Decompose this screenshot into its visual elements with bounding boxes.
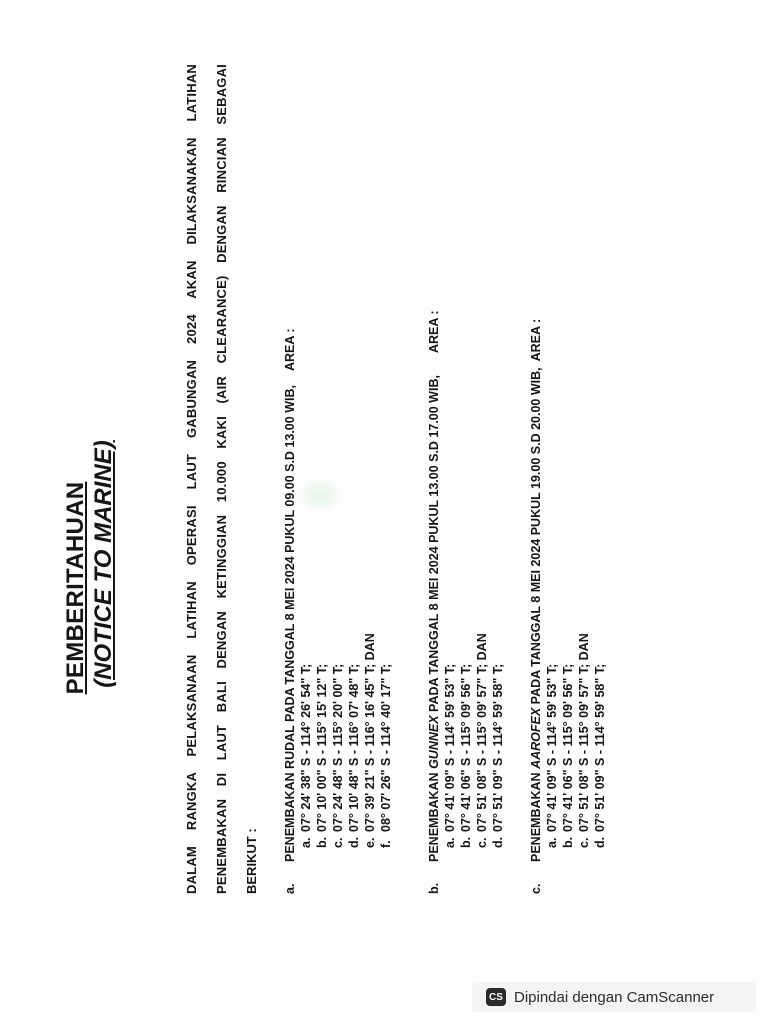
section-rudal bbox=[282, 328, 394, 894]
coordinate-letter: f. bbox=[379, 840, 393, 848]
camscanner-watermark bbox=[472, 982, 756, 1012]
coordinate-letter: a. bbox=[545, 837, 559, 848]
coordinate-item bbox=[560, 319, 576, 848]
section-letter: c. bbox=[529, 883, 543, 894]
camscanner-logo-text: CS bbox=[489, 991, 503, 1003]
section-area-label: AREA : bbox=[529, 318, 543, 362]
section-description: PENEMBAKAN RUDAL PADA TANGGAL 8 MEI 2024 PUKUL 09.00 S.D 13.00 WIB, bbox=[283, 385, 297, 862]
coordinate-text: 07° 51' 09" S - 114° 59' 58" T; bbox=[491, 663, 505, 832]
section-heading bbox=[282, 328, 298, 894]
coordinate-item bbox=[576, 319, 592, 848]
coordinate-text: 07° 39' 21" S - 116° 16' 45" T; DAN bbox=[363, 633, 377, 832]
document-subtitle: (NOTICE TO MARINE) bbox=[90, 440, 117, 688]
section-gunnex bbox=[426, 310, 506, 894]
coordinate-item bbox=[314, 328, 330, 848]
intro-paragraph bbox=[177, 64, 237, 894]
coordinate-list bbox=[442, 310, 506, 848]
section-prefix: PENEMBAKAN bbox=[529, 772, 543, 862]
coordinate-item bbox=[442, 310, 458, 848]
coordinate-text: 07° 51' 08" S - 115° 09' 57" T; DAN bbox=[577, 633, 591, 832]
coordinate-letter: a. bbox=[299, 837, 313, 848]
coordinate-letter: d. bbox=[347, 836, 361, 848]
coordinate-text: 07° 24' 38" S - 114° 26' 54" T; bbox=[299, 663, 313, 832]
coordinate-list bbox=[544, 319, 608, 848]
coordinate-letter: d. bbox=[593, 836, 607, 848]
coordinate-item bbox=[458, 310, 474, 848]
coordinate-item bbox=[474, 310, 490, 848]
section-letter: b. bbox=[427, 882, 441, 894]
section-area-label: AREA : bbox=[427, 310, 441, 354]
coordinate-letter: b. bbox=[315, 836, 329, 848]
coordinate-item bbox=[330, 328, 346, 848]
document-title: PEMBERITAHUAN bbox=[62, 481, 89, 695]
coordinate-letter: c. bbox=[331, 837, 345, 848]
section-weapon: GUNNEX bbox=[427, 715, 441, 769]
coordinate-text: 07° 41' 06" S - 115° 09' 56" T; bbox=[459, 663, 473, 832]
coordinate-letter: c. bbox=[577, 837, 591, 848]
coordinate-text: 07° 24' 48" S - 115° 20' 00" T; bbox=[331, 663, 345, 832]
coordinate-item bbox=[378, 328, 394, 848]
coordinate-item bbox=[298, 328, 314, 848]
coordinate-text: 07° 51' 09" S - 114° 59' 58" T; bbox=[593, 663, 607, 832]
section-prefix: PENEMBAKAN bbox=[427, 772, 441, 862]
coordinate-text: 07° 51' 08" S - 115° 09' 57" T; DAN bbox=[475, 633, 489, 832]
coordinate-letter: b. bbox=[459, 836, 473, 848]
coordinate-text: 07° 10' 48" S - 116° 07' 48" T; bbox=[347, 663, 361, 832]
coordinate-text: 07° 41' 09" S - 114° 59' 53" T; bbox=[545, 663, 559, 832]
coordinate-item bbox=[544, 319, 560, 848]
coordinate-text: 07° 10' 00" S - 115° 15' 12" T; bbox=[315, 663, 329, 832]
intro-line-1: DALAM RANGKA PELAKSANAAN LATIHAN OPERASI LAUT GABUNGAN 2024 AKAN DILAKSANAKAN LATIHAN bbox=[184, 64, 199, 894]
coordinate-letter: c. bbox=[475, 837, 489, 848]
rotated-document bbox=[0, 44, 768, 1024]
coordinate-item bbox=[362, 328, 378, 848]
coordinate-letter: b. bbox=[561, 836, 575, 848]
coordinate-list bbox=[298, 328, 394, 848]
intro-line-3: BERIKUT : bbox=[244, 828, 259, 894]
coordinate-text: 07° 41' 06" S - 115° 09' 56" T; bbox=[561, 663, 575, 832]
section-heading bbox=[528, 319, 544, 894]
coordinate-text: 07° 41' 09" S - 114° 59' 53" T; bbox=[443, 663, 457, 832]
coordinate-item bbox=[592, 319, 608, 848]
title-block bbox=[62, 44, 118, 1024]
coordinate-item bbox=[346, 328, 362, 848]
coordinate-item bbox=[490, 310, 506, 848]
section-heading bbox=[426, 310, 442, 894]
section-weapon: AAROFEX bbox=[529, 707, 543, 769]
coordinate-text: 08° 07' 26" S - 114° 40' 17" T; bbox=[379, 663, 393, 832]
coordinate-letter: d. bbox=[491, 836, 505, 848]
section-suffix: PADA TANGGAL 8 MEI 2024 PUKUL 19.00 S.D 20.00 WIB, bbox=[529, 367, 543, 705]
section-letter: a. bbox=[283, 883, 297, 894]
intro-line-2: PENEMBAKAN DI LAUT BALI DENGAN KETINGGIAN 10.000 KAKI (AIR CLEARANCE) DENGAN RINCIAN SEBAGAI bbox=[214, 64, 229, 894]
coordinate-letter: a. bbox=[443, 837, 457, 848]
section-aarofex bbox=[528, 319, 608, 894]
section-suffix: PADA TANGGAL 8 MEI 2024 PUKUL 13.00 S.D 17.00 WIB, bbox=[427, 375, 441, 712]
camscanner-logo-icon bbox=[486, 988, 506, 1006]
coordinate-letter: e. bbox=[363, 837, 377, 848]
section-area-label: AREA : bbox=[283, 328, 297, 372]
watermark-text: Dipindai dengan CamScanner bbox=[514, 988, 715, 1006]
